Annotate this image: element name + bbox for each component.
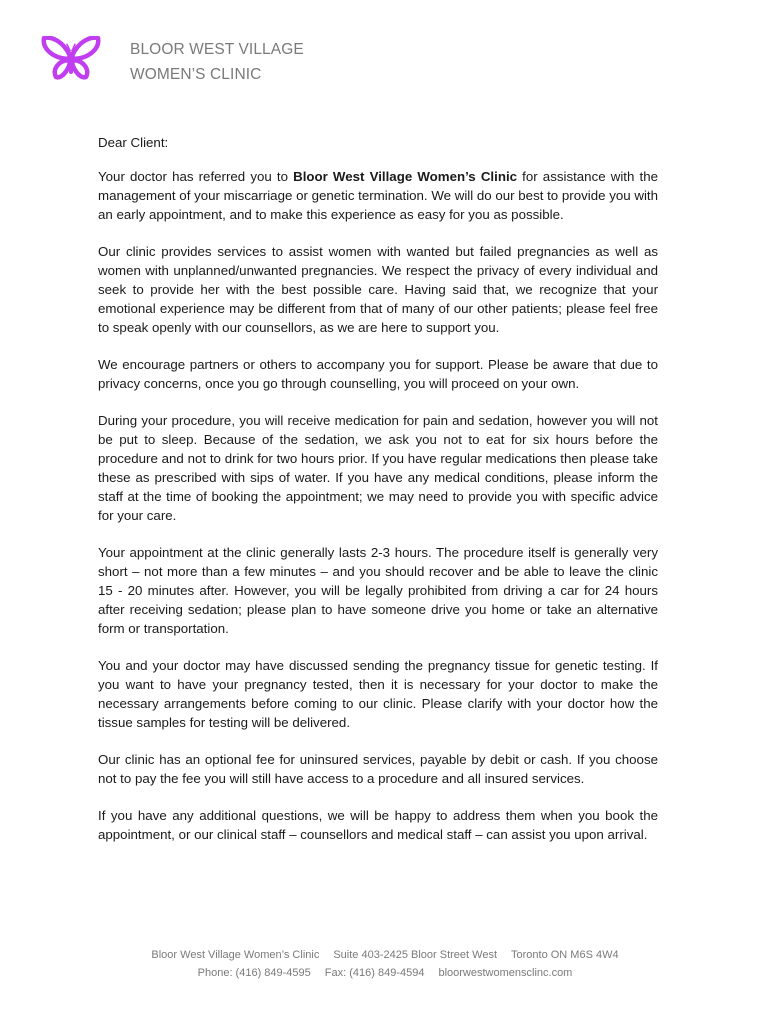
clinic-name-line1: BLOOR WEST VILLAGE [130,41,304,58]
paragraph-appointment: Your appointment at the clinic generally lasts 2-3 hours. The procedure itself is generally very short – not more than a few minutes – and you should recover and be able to leave the clinic 15 - 20 minutes after. However, you will be legally prohibited from driving a car for 24 hours after receiving sedation; please plan to have someone drive you home or take an alternative form or transportation. [98,545,658,636]
footer-contact-line [0,964,770,982]
clinic-name-bold: Bloor West Village Women’s Clinic [293,169,518,184]
footer [0,946,770,982]
butterfly-icon [40,36,102,80]
footer-clinic-name: Bloor West Village Women’s Clinic [151,949,320,961]
footer-phone: Phone: (416) 849-4595 [197,967,311,979]
paragraph-services: Our clinic provides services to assist women with wanted but failed pregnancies as well as women with unplanned/unwanted pregnancies. We respect the privacy of every individual and seek to provide her with the best possible care. Having said that, we recognize that your emotional experience may be different from that of many of our other patients; please feel free to speak openly with our counsellors, as we are here to support you. [98,244,658,335]
referral-text-start: Your doctor has referred you to [98,169,294,184]
letter-body [98,133,658,862]
footer-address: Suite 403-2425 Bloor Street West [333,949,497,961]
paragraph-questions: If you have any additional questions, we will be happy to address them when you book the appointment, or our clinical staff – counsellors and medical staff – can assist you upon arrival. [98,808,658,842]
clinic-name-line2: WOMEN’S CLINIC [130,66,262,83]
paragraph-referral [98,167,658,224]
clinic-name-header [130,37,304,87]
paragraph-genetic-testing: You and your doctor may have discussed sending the pregnancy tissue for genetic testing. If you want to have your pregnancy tested, then it is necessary for your doctor to make the necessary arrangements before coming to our clinic. Please clarify with your doctor how the tissue samples for testing will be delivered. [98,658,658,730]
paragraph-partners: We encourage partners or others to accompany you for support. Please be aware that due to privacy concerns, once you go through counselling, you will proceed on your own. [98,357,658,391]
footer-city: Toronto ON M6S 4W4 [511,949,619,961]
footer-website: bloorwestwomensclinc.com [438,967,573,979]
paragraph-fees: Our clinic has an optional fee for uninsured services, payable by debit or cash. If you choose not to pay the fee you will still have access to a procedure and all insured services. [98,752,658,786]
referral-text-end: for assistance with the management of your miscarriage or genetic termination. We will do our best to provide you with an early appointment, and to make this experience as easy for you as possible. [98,169,658,222]
footer-fax: Fax: (416) 849-4594 [324,967,425,979]
greeting: Dear Client: [98,135,169,150]
paragraph-procedure: During your procedure, you will receive medication for pain and sedation, however you will not be put to sleep. Because of the sedation, we ask you not to eat for six hours before the procedure and not to drink for two hours prior. If you have regular medications then please take these as prescribed with sips of water. If you have any medical conditions, please inform the staff at the time of booking the appointment; we may need to provide you with specific advice for your care. [98,413,658,523]
footer-address-line [0,946,770,964]
